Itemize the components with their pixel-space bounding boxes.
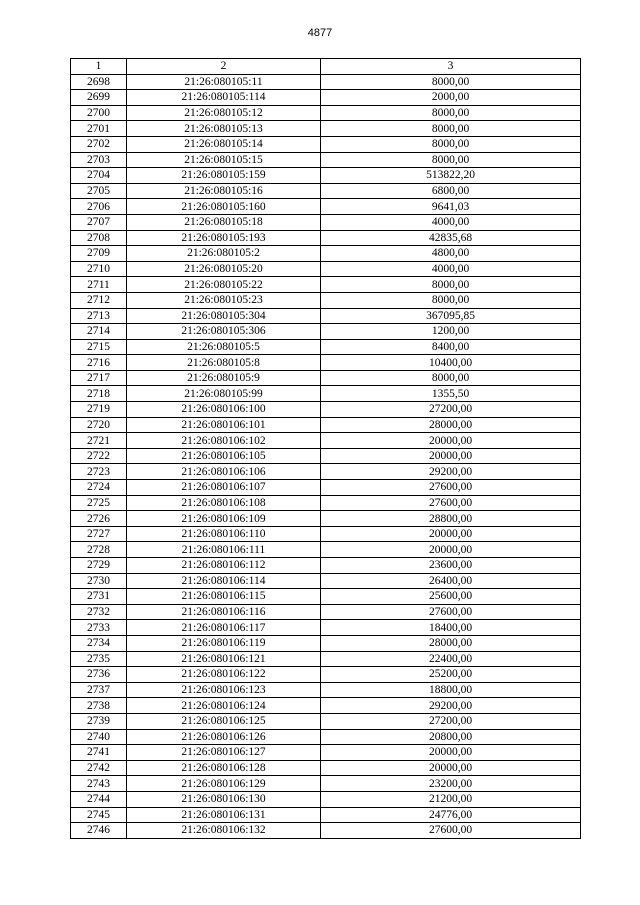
row-number-cell: 2739: [71, 713, 127, 729]
cadastral-number-cell: 21:26:080106:105: [127, 448, 321, 464]
row-number-cell: 2738: [71, 698, 127, 714]
row-number-cell: 2699: [71, 90, 127, 106]
row-number-cell: 2714: [71, 324, 127, 340]
row-number-cell: 2718: [71, 386, 127, 402]
row-number-cell: 2705: [71, 183, 127, 199]
table-row: [71, 464, 581, 480]
value-cell: 513822,20: [321, 168, 581, 184]
cadastral-number-cell: 21:26:080106:100: [127, 402, 321, 418]
value-cell: 8000,00: [321, 105, 581, 121]
row-number-cell: 2720: [71, 417, 127, 433]
value-cell: 8000,00: [321, 121, 581, 137]
table-row: [71, 791, 581, 807]
table-row: [71, 682, 581, 698]
value-cell: 8400,00: [321, 339, 581, 355]
value-cell: 20000,00: [321, 433, 581, 449]
value-cell: 27600,00: [321, 495, 581, 511]
cadastral-number-cell: 21:26:080105:159: [127, 168, 321, 184]
cadastral-number-cell: 21:26:080105:22: [127, 277, 321, 293]
row-number-cell: 2741: [71, 745, 127, 761]
value-cell: 8000,00: [321, 74, 581, 90]
table-row: [71, 480, 581, 496]
table-row: [71, 713, 581, 729]
cadastral-number-cell: 21:26:080106:125: [127, 713, 321, 729]
table-row: [71, 589, 581, 605]
cadastral-number-cell: 21:26:080105:11: [127, 74, 321, 90]
cadastral-number-cell: 21:26:080106:106: [127, 464, 321, 480]
header-row: [71, 59, 581, 75]
table-row: [71, 308, 581, 324]
table-row: [71, 760, 581, 776]
row-number-cell: 2704: [71, 168, 127, 184]
cadastral-number-cell: 21:26:080105:20: [127, 261, 321, 277]
table-row: [71, 604, 581, 620]
page-number: 4877: [307, 27, 333, 39]
row-number-cell: 2726: [71, 511, 127, 527]
row-number-cell: 2709: [71, 246, 127, 262]
table-row: [71, 277, 581, 293]
row-number-cell: 2730: [71, 573, 127, 589]
cadastral-number-cell: 21:26:080105:13: [127, 121, 321, 137]
data-table: [70, 58, 581, 839]
row-number-cell: 2708: [71, 230, 127, 246]
table-row: [71, 152, 581, 168]
value-cell: 23200,00: [321, 776, 581, 792]
row-number-cell: 2702: [71, 136, 127, 152]
column-header-1: 1: [71, 59, 127, 75]
row-number-cell: 2724: [71, 480, 127, 496]
value-cell: 4000,00: [321, 214, 581, 230]
table-row: [71, 729, 581, 745]
row-number-cell: 2745: [71, 807, 127, 823]
row-number-cell: 2736: [71, 667, 127, 683]
table-row: [71, 292, 581, 308]
cadastral-number-cell: 21:26:080105:15: [127, 152, 321, 168]
value-cell: 21200,00: [321, 791, 581, 807]
cadastral-number-cell: 21:26:080106:128: [127, 760, 321, 776]
table-row: [71, 402, 581, 418]
cadastral-number-cell: 21:26:080105:306: [127, 324, 321, 340]
cadastral-number-cell: 21:26:080106:108: [127, 495, 321, 511]
value-cell: 27600,00: [321, 823, 581, 839]
value-cell: 28000,00: [321, 635, 581, 651]
value-cell: 27600,00: [321, 480, 581, 496]
row-number-cell: 2722: [71, 448, 127, 464]
cadastral-number-cell: 21:26:080105:8: [127, 355, 321, 371]
row-number-cell: 2710: [71, 261, 127, 277]
row-number-cell: 2713: [71, 308, 127, 324]
table-row: [71, 745, 581, 761]
cadastral-number-cell: 21:26:080106:111: [127, 542, 321, 558]
cadastral-number-cell: 21:26:080106:109: [127, 511, 321, 527]
value-cell: 4000,00: [321, 261, 581, 277]
table-row: [71, 246, 581, 262]
value-cell: 20000,00: [321, 526, 581, 542]
cadastral-number-cell: 21:26:080106:129: [127, 776, 321, 792]
cadastral-number-cell: 21:26:080106:132: [127, 823, 321, 839]
table-row: [71, 651, 581, 667]
cadastral-number-cell: 21:26:080106:102: [127, 433, 321, 449]
cadastral-number-cell: 21:26:080106:131: [127, 807, 321, 823]
value-cell: 27600,00: [321, 604, 581, 620]
column-header-3: 3: [321, 59, 581, 75]
value-cell: 20000,00: [321, 542, 581, 558]
cadastral-number-cell: 21:26:080106:130: [127, 791, 321, 807]
table-row: [71, 667, 581, 683]
value-cell: 4800,00: [321, 246, 581, 262]
value-cell: 24776,00: [321, 807, 581, 823]
row-number-cell: 2733: [71, 620, 127, 636]
table-row: [71, 776, 581, 792]
value-cell: 29200,00: [321, 698, 581, 714]
row-number-cell: 2701: [71, 121, 127, 137]
row-number-cell: 2734: [71, 635, 127, 651]
value-cell: 8000,00: [321, 292, 581, 308]
value-cell: 9641,03: [321, 199, 581, 215]
table-row: [71, 807, 581, 823]
table-row: [71, 573, 581, 589]
cadastral-number-cell: 21:26:080105:9: [127, 370, 321, 386]
table-row: [71, 121, 581, 137]
column-header-2: 2: [127, 59, 321, 75]
value-cell: 8000,00: [321, 136, 581, 152]
value-cell: 25600,00: [321, 589, 581, 605]
row-number-cell: 2731: [71, 589, 127, 605]
cadastral-number-cell: 21:26:080106:107: [127, 480, 321, 496]
table-row: [71, 511, 581, 527]
cadastral-number-cell: 21:26:080106:116: [127, 604, 321, 620]
cadastral-number-cell: 21:26:080106:126: [127, 729, 321, 745]
value-cell: 25200,00: [321, 667, 581, 683]
value-cell: 20000,00: [321, 448, 581, 464]
table-row: [71, 433, 581, 449]
value-cell: 26400,00: [321, 573, 581, 589]
table-row: [71, 136, 581, 152]
row-number-cell: 2740: [71, 729, 127, 745]
row-number-cell: 2721: [71, 433, 127, 449]
row-number-cell: 2706: [71, 199, 127, 215]
cadastral-number-cell: 21:26:080105:304: [127, 308, 321, 324]
cadastral-number-cell: 21:26:080106:114: [127, 573, 321, 589]
cadastral-number-cell: 21:26:080106:121: [127, 651, 321, 667]
cadastral-number-cell: 21:26:080105:16: [127, 183, 321, 199]
cadastral-number-cell: 21:26:080106:117: [127, 620, 321, 636]
table-row: [71, 495, 581, 511]
row-number-cell: 2725: [71, 495, 127, 511]
value-cell: 18800,00: [321, 682, 581, 698]
table-row: [71, 261, 581, 277]
table-row: [71, 90, 581, 106]
row-number-cell: 2742: [71, 760, 127, 776]
table-row: [71, 324, 581, 340]
table-row: [71, 620, 581, 636]
row-number-cell: 2711: [71, 277, 127, 293]
table-row: [71, 386, 581, 402]
row-number-cell: 2716: [71, 355, 127, 371]
table-row: [71, 542, 581, 558]
cadastral-number-cell: 21:26:080106:110: [127, 526, 321, 542]
row-number-cell: 2744: [71, 791, 127, 807]
row-number-cell: 2698: [71, 74, 127, 90]
value-cell: 20000,00: [321, 760, 581, 776]
row-number-cell: 2719: [71, 402, 127, 418]
cadastral-number-cell: 21:26:080105:5: [127, 339, 321, 355]
cadastral-number-cell: 21:26:080105:2: [127, 246, 321, 262]
cadastral-number-cell: 21:26:080106:119: [127, 635, 321, 651]
value-cell: 20000,00: [321, 745, 581, 761]
value-cell: 27200,00: [321, 713, 581, 729]
table-row: [71, 370, 581, 386]
value-cell: 367095,85: [321, 308, 581, 324]
table-row: [71, 448, 581, 464]
row-number-cell: 2737: [71, 682, 127, 698]
cadastral-number-cell: 21:26:080105:99: [127, 386, 321, 402]
table-row: [71, 698, 581, 714]
row-number-cell: 2703: [71, 152, 127, 168]
row-number-cell: 2700: [71, 105, 127, 121]
table-row: [71, 823, 581, 839]
cadastral-number-cell: 21:26:080106:123: [127, 682, 321, 698]
value-cell: 23600,00: [321, 558, 581, 574]
cadastral-number-cell: 21:26:080106:115: [127, 589, 321, 605]
cadastral-number-cell: 21:26:080105:14: [127, 136, 321, 152]
table-row: [71, 74, 581, 90]
table-row: [71, 230, 581, 246]
cadastral-number-cell: 21:26:080105:160: [127, 199, 321, 215]
table-row: [71, 105, 581, 121]
value-cell: 10400,00: [321, 355, 581, 371]
table-body: [71, 74, 581, 838]
cadastral-number-cell: 21:26:080105:12: [127, 105, 321, 121]
value-cell: 27200,00: [321, 402, 581, 418]
value-cell: 28800,00: [321, 511, 581, 527]
value-cell: 8000,00: [321, 370, 581, 386]
table-row: [71, 168, 581, 184]
table-row: [71, 183, 581, 199]
table-row: [71, 558, 581, 574]
value-cell: 6800,00: [321, 183, 581, 199]
row-number-cell: 2712: [71, 292, 127, 308]
row-number-cell: 2723: [71, 464, 127, 480]
cadastral-number-cell: 21:26:080106:122: [127, 667, 321, 683]
row-number-cell: 2732: [71, 604, 127, 620]
row-number-cell: 2743: [71, 776, 127, 792]
value-cell: 28000,00: [321, 417, 581, 433]
value-cell: 1355,50: [321, 386, 581, 402]
row-number-cell: 2727: [71, 526, 127, 542]
value-cell: 29200,00: [321, 464, 581, 480]
cadastral-number-cell: 21:26:080105:193: [127, 230, 321, 246]
cadastral-number-cell: 21:26:080106:101: [127, 417, 321, 433]
table-row: [71, 355, 581, 371]
cadastral-number-cell: 21:26:080106:112: [127, 558, 321, 574]
cadastral-number-cell: 21:26:080105:18: [127, 214, 321, 230]
table-row: [71, 199, 581, 215]
row-number-cell: 2746: [71, 823, 127, 839]
value-cell: 18400,00: [321, 620, 581, 636]
row-number-cell: 2728: [71, 542, 127, 558]
row-number-cell: 2715: [71, 339, 127, 355]
value-cell: 8000,00: [321, 152, 581, 168]
value-cell: 8000,00: [321, 277, 581, 293]
table-row: [71, 214, 581, 230]
value-cell: 1200,00: [321, 324, 581, 340]
table-row: [71, 339, 581, 355]
value-cell: 22400,00: [321, 651, 581, 667]
row-number-cell: 2707: [71, 214, 127, 230]
cadastral-number-cell: 21:26:080106:127: [127, 745, 321, 761]
table-row: [71, 417, 581, 433]
cadastral-number-cell: 21:26:080105:114: [127, 90, 321, 106]
value-cell: 2000,00: [321, 90, 581, 106]
table-row: [71, 635, 581, 651]
row-number-cell: 2735: [71, 651, 127, 667]
cadastral-number-cell: 21:26:080106:124: [127, 698, 321, 714]
row-number-cell: 2717: [71, 370, 127, 386]
cadastral-number-cell: 21:26:080105:23: [127, 292, 321, 308]
value-cell: 20800,00: [321, 729, 581, 745]
value-cell: 42835,68: [321, 230, 581, 246]
table-row: [71, 526, 581, 542]
row-number-cell: 2729: [71, 558, 127, 574]
